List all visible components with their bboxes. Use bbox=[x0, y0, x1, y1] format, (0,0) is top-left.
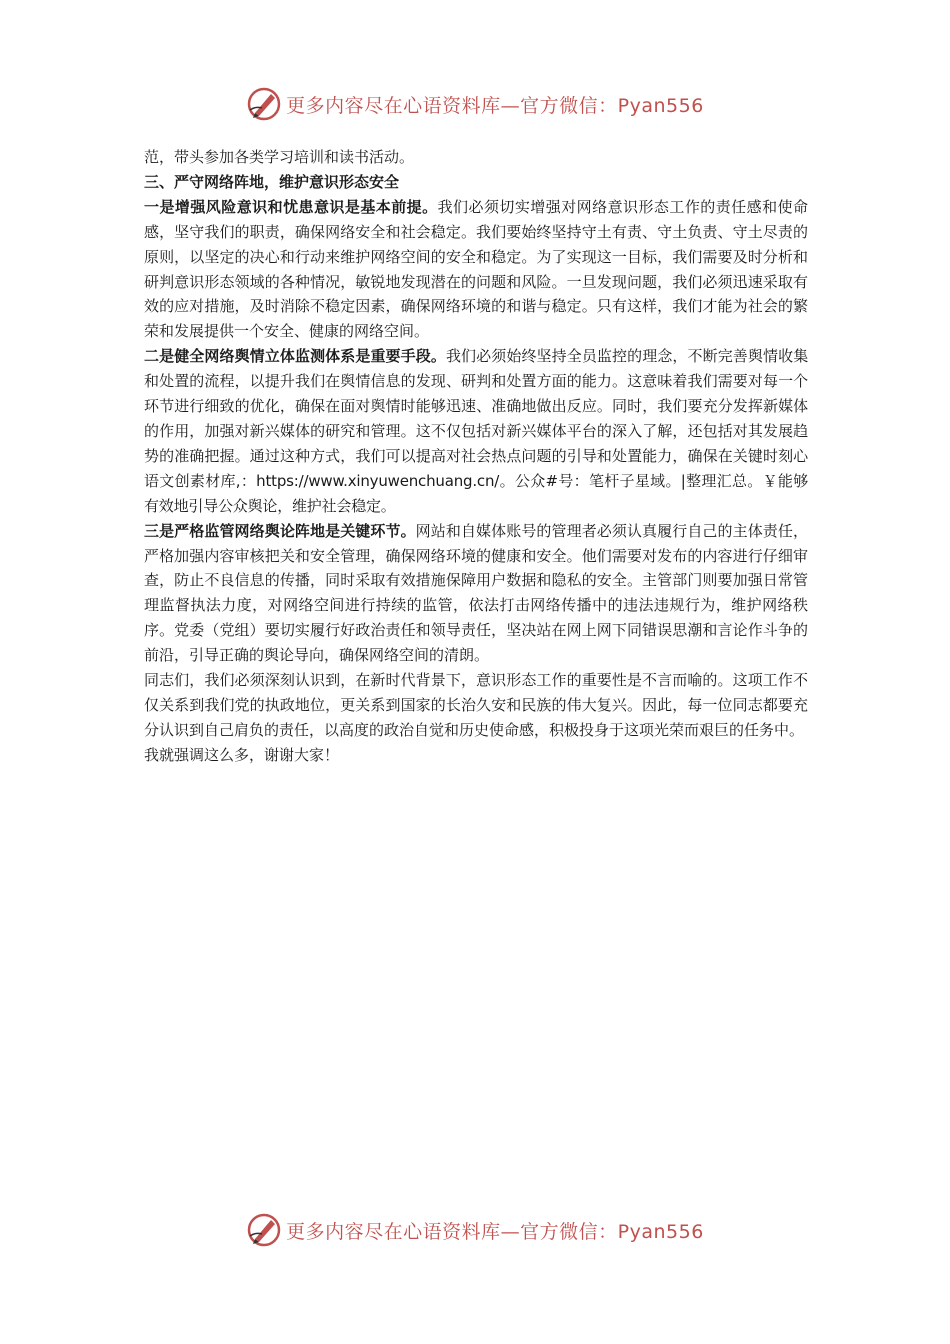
footer-banner bbox=[0, 1210, 950, 1250]
paragraph bbox=[144, 195, 808, 344]
pen-logo-icon bbox=[246, 1212, 282, 1248]
header-banner bbox=[0, 84, 950, 124]
section-heading: 三、严守网络阵地，维护意识形态安全 bbox=[144, 172, 400, 191]
paragraph bbox=[144, 344, 808, 518]
paragraph-lead: 一是增强风险意识和忧患意识是基本前提。 bbox=[144, 197, 438, 216]
closing-line: 我就强调这么多，谢谢大家！ bbox=[144, 745, 340, 764]
paragraph-body: 网站和自媒体账号的管理者必须认真履行自己的主体责任，严格加强内容审核把关和安全管理，确保网络环境的健康和安全。他们需要对发布的内容进行仔细审查，防止不良信息的传播，同时采取有效措施保障用户数据和隐私的安全。主管部门则要加强日常管理监督执法力度，对网络空间进行持续的监管，依法打击网络传播中的违法违规行为，维护网络秩序。党委（党组）要切实履行好政治责任和领导责任，坚决站在网上网下同错误思潮和言论作斗争的前沿，引导正确的舆论导向，确保网络空间的清朗。 bbox=[144, 521, 808, 665]
paragraph bbox=[144, 519, 808, 668]
banner-text: 更多内容尽在心语资料库—官方微信：Pyan556 bbox=[286, 94, 704, 117]
paragraph-body: 我们必须始终坚持全员监控的理念，不断完善舆情收集和处置的流程，以提升我们在舆情信息的发现、研判和处置方面的能力。这意味着我们需要对每一个环节进行细致的优化，确保在面对舆情时能够迅速、准确地做出反应。同时，我们要充分发挥新媒体的作用，加强对新兴媒体的研究和管理。这不仅包括对新兴媒体平台的深入了解，还包括对其发展趋势的准确把握。通过这种方式，我们可以提高对社会热点问题的引导和处置能力，确保在关键时刻心语文创素材库,：https://www.xinyuwenchuang.cn/。公众#号：笔杆子星域。|整理汇总。￥能够有效地引导公众舆论，维护社会稳定。 bbox=[144, 347, 808, 515]
paragraph: 同志们，我们必须深刻认识到，在新时代背景下，意识形态工作的重要性是不言而喻的。这项工作不仅关系到我们党的执政地位，更关系到国家的长治久安和民族的伟大复兴。因此，每一位同志都要充分认识到自己肩负的责任，以高度的政治自觉和历史使命感，积极投身于这项光荣而艰巨的任务中。 bbox=[144, 671, 808, 739]
banner-text: 更多内容尽在心语资料库—官方微信：Pyan556 bbox=[286, 1220, 704, 1243]
paragraph-lead: 三是严格监管网络舆论阵地是关键环节。 bbox=[144, 521, 416, 540]
paragraph-lead: 二是健全网络舆情立体监测体系是重要手段。 bbox=[144, 347, 446, 366]
paragraph: 范，带头参加各类学习培训和读书活动。 bbox=[144, 148, 415, 166]
wechat-id: Pyan556 bbox=[617, 1220, 704, 1243]
wechat-id: Pyan556 bbox=[617, 94, 704, 117]
document-body bbox=[144, 145, 808, 768]
pen-logo-icon bbox=[246, 86, 282, 122]
paragraph-body: 我们必须切实增强对网络意识形态工作的责任感和使命感，坚守我们的职责，确保网络安全和社会稳定。我们要始终坚持守土有责、守土负责、守土尽责的原则，以坚定的决心和行动来维护网络空间的安全和稳定。为了实现这一目标，我们需要及时分析和研判意识形态领域的各种情况，敏锐地发现潜在的问题和风险。一旦发现问题，我们必须迅速采取有效的应对措施，及时消除不稳定因素，确保网络环境的和谐与稳定。只有这样，我们才能为社会的繁荣和发展提供一个安全、健康的网络空间。 bbox=[144, 197, 808, 341]
